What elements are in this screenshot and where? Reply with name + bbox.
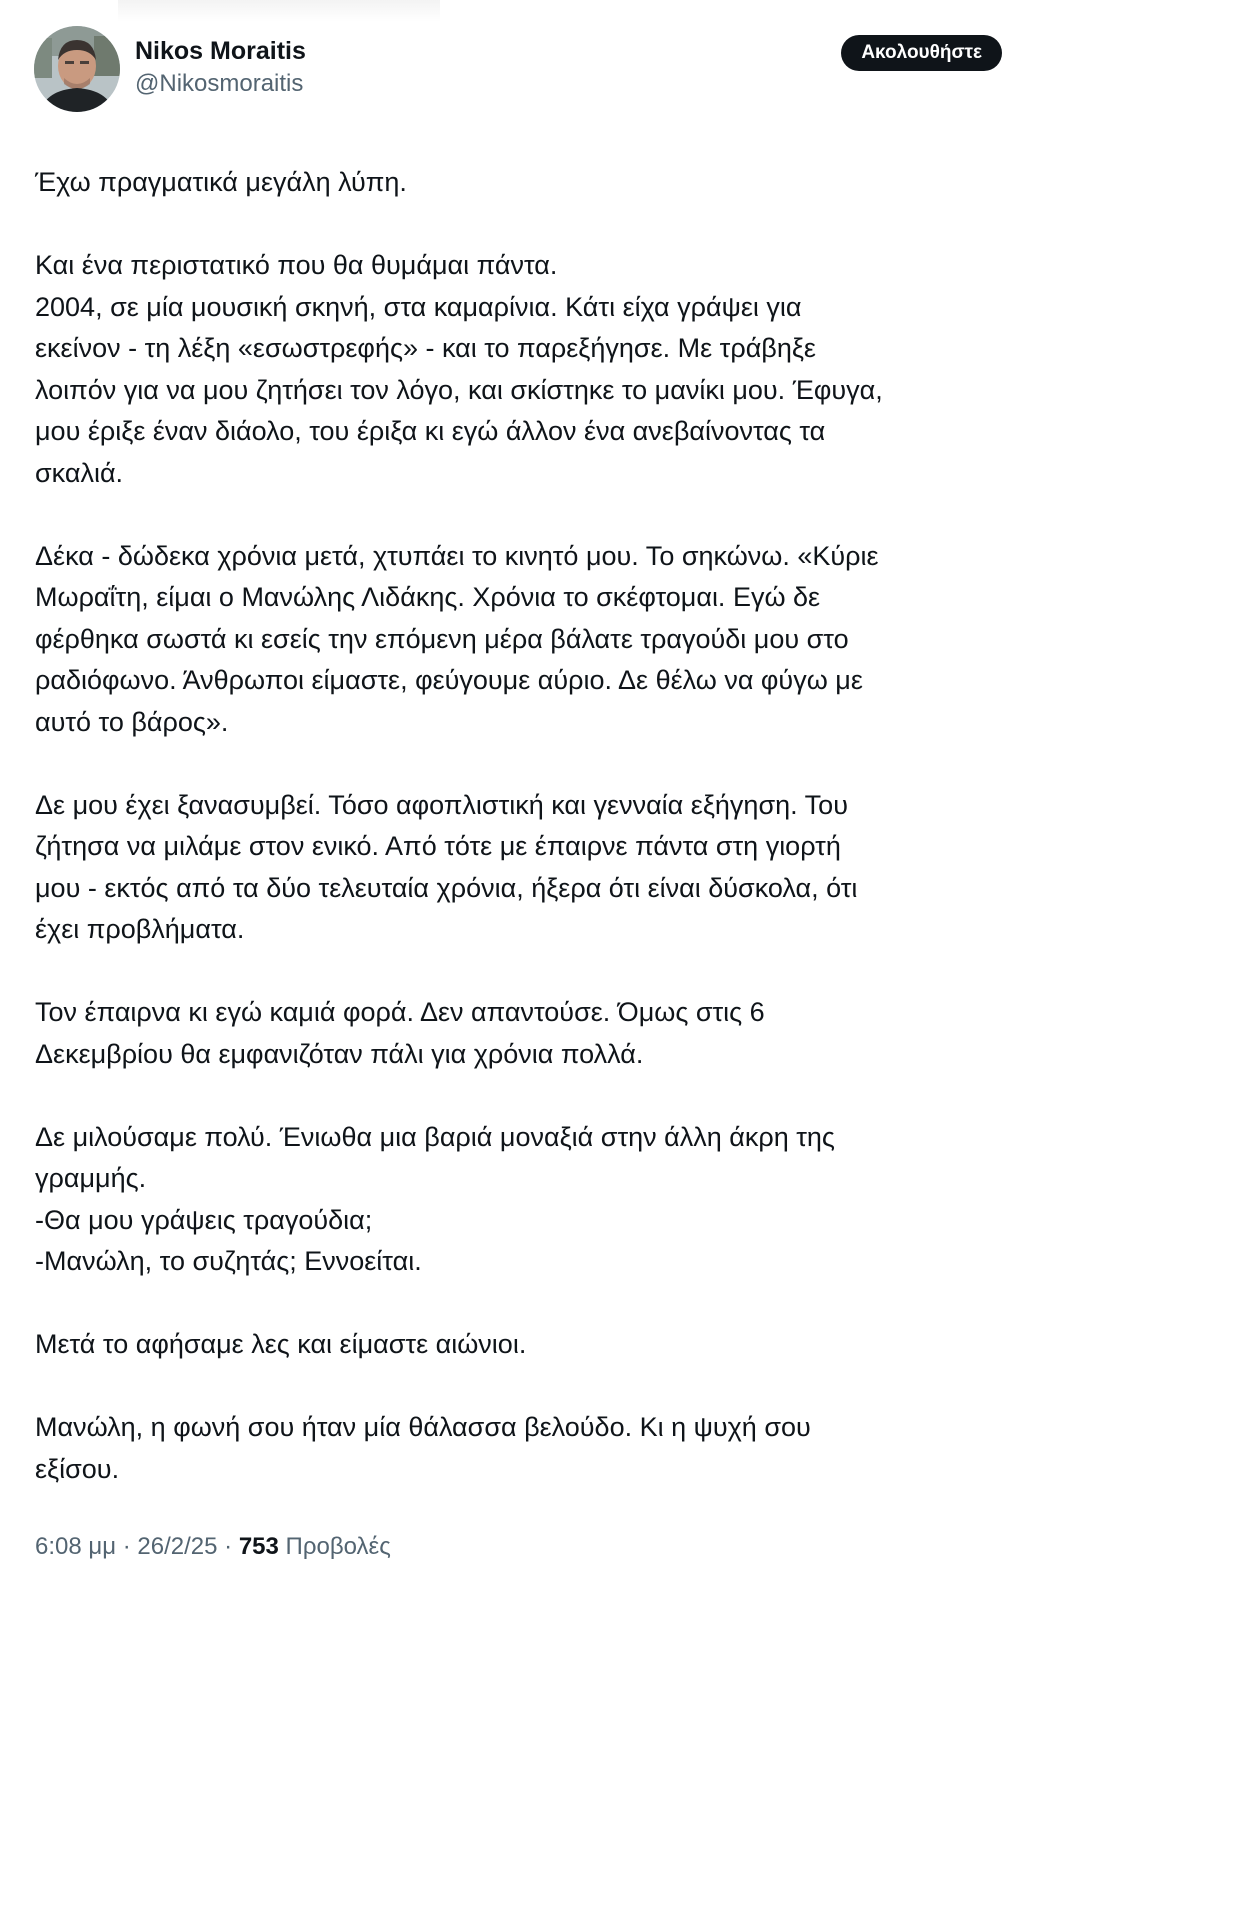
tweet-paragraph [35, 536, 1010, 744]
user-identity [135, 34, 306, 100]
tweet-line: εκείνον - τη λέξη «εσωστρεφής» - και το παρεξήγησε. Με τράβηξε [35, 333, 816, 363]
tweet-date[interactable]: 26/2/25 [137, 1533, 218, 1560]
tweet-line: -Θα μου γράψεις τραγούδια; [35, 1204, 373, 1235]
views-count: 753 [238, 1533, 279, 1560]
meta-separator: · [224, 1533, 233, 1560]
avatar[interactable] [34, 26, 120, 112]
user-handle[interactable]: @Nikosmoraitis [135, 70, 304, 97]
tweet-line: Δε μιλούσαμε πολύ. Ένιωθα μια βαριά μοναξιά στην άλλη άκρη της [35, 1121, 835, 1152]
tweet-paragraph [35, 1407, 1010, 1490]
tweet-paragraph [35, 245, 1010, 494]
tweet-line: Μωραΐτη, είμαι ο Μανώλης Λιδάκης. Χρόνια το σκέφτομαι. Εγώ δε [35, 582, 821, 612]
tweet-line: Μανώλη, η φωνή σου ήταν μία θάλασσα βελούδο. Κι η ψυχή σου [35, 1412, 811, 1442]
top-edge-shadow [118, 0, 440, 22]
tweet-line: -Μανώλη, το συζητάς; Εννοείται. [35, 1246, 422, 1276]
meta-separator: · [122, 1533, 131, 1560]
tweet-paragraph [35, 1117, 1010, 1283]
tweet-paragraph [35, 785, 1010, 951]
tweet-line: έχει προβλήματα. [35, 914, 245, 944]
tweet-line: γραμμής. [35, 1163, 147, 1193]
follow-button[interactable]: Ακολουθήστε [841, 35, 1002, 71]
tweet-paragraph [35, 992, 1010, 1075]
tweet-line: αυτό το βάρος». [35, 706, 229, 737]
tweet-line: ραδιόφωνο. Άνθρωποι είμαστε, φεύγουμε αύριο. Δε θέλω να φύγω με [35, 665, 863, 695]
tweet-header [34, 26, 1006, 116]
tweet-line: φέρθηκα σωστά κι εσείς την επόμενη μέρα βάλατε τραγούδι μου στο [35, 623, 849, 654]
tweet-line: Δε μου έχει ξανασυμβεί. Τόσο αφοπλιστική και γενναία εξήγηση. Του [35, 789, 848, 820]
views-label: Προβολές [285, 1533, 391, 1560]
tweet-line: Έχω πραγματικά μεγάλη λύπη. [35, 167, 407, 197]
tweet-line: ζήτησα να μιλάμε στον ενικό. Από τότε με έπαιρνε πάντα στη γιορτή [35, 831, 841, 861]
tweet-text [35, 162, 1010, 1490]
avatar-photo-icon [34, 26, 120, 112]
tweet-line: Δεκεμβρίου θα εμφανιζόταν πάλι για χρόνια πολλά. [35, 1038, 644, 1069]
display-name[interactable]: Nikos Moraitis [135, 37, 306, 65]
tweet-line: 2004, σε μία μουσική σκηνή, στα καμαρίνια. Κάτι είχα γράψει για [35, 291, 802, 322]
tweet-line: Τον έπαιρνα κι εγώ καμιά φορά. Δεν απαντούσε. Όμως στις 6 [35, 997, 765, 1027]
tweet-meta [35, 1530, 391, 1564]
tweet-line: σκαλιά. [35, 457, 124, 488]
tweet-line: εξίσου. [35, 1453, 120, 1484]
tweet-line: μου - εκτός από τα δύο τελευταία χρόνια, ήξερα ότι είναι δύσκολα, ότι [35, 872, 858, 903]
tweet-line: λοιπόν για να μου ζητήσει τον λόγο, και σκίστηκε το μανίκι μου. Έφυγα, [35, 374, 883, 405]
tweet-line: Δέκα - δώδεκα χρόνια μετά, χτυπάει το κινητό μου. Το σηκώνω. «Κύριε [35, 540, 879, 571]
tweet-line: μου έριξε έναν διάολο, του έριξα κι εγώ άλλον ένα ανεβαίνοντας τα [35, 416, 826, 446]
tweet-line: Μετά το αφήσαμε λες και είμαστε αιώνιοι. [35, 1329, 527, 1359]
tweet-time[interactable]: 6:08 μμ [35, 1533, 117, 1560]
tweet-line: Και ένα περιστατικό που θα θυμάμαι πάντα. [35, 250, 558, 280]
tweet-paragraph [35, 162, 1010, 204]
tweet-paragraph [35, 1324, 1010, 1366]
